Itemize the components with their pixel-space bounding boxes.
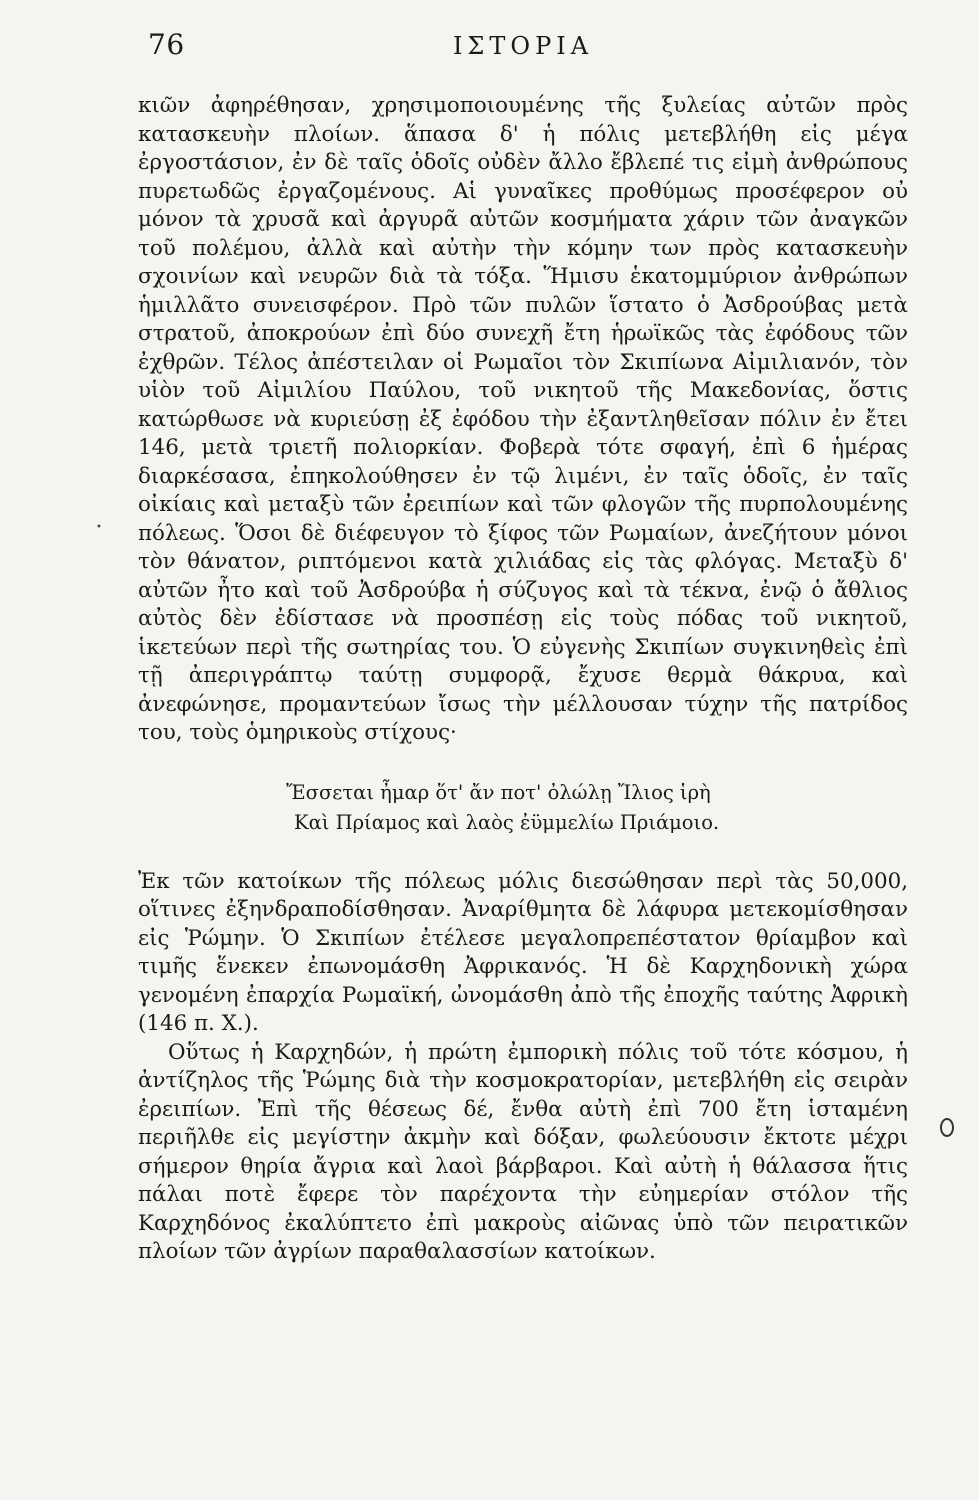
- paragraph-ruins: Οὕτως ἡ Καρχηδών, ἡ πρώτη ἐμπορικὴ πόλις τοῦ τότε κόσμου, ἡ ἀντίζηλος τῆς Ῥώμης διὰ τὴν κοσμοκρατορίαν, μετεβλήθη εἰς σειρὰν ἐρειπίων. Ἐπὶ τῆς θέσεως δέ, ἔνθα αὐτὴ ἐπὶ 700 ἔτη ἱσταμένη περιῆλθε εἰς μεγίστην ἀκμὴν καὶ δόξαν, φωλεύουσιν ἔκτοτε μέχρι σήμερον θηρία ἄγρια καὶ λαοὶ βάρβαροι. Καὶ αὐτὴ ἡ θάλασσα ἥτις πάλαι ποτὲ ἔφερε τὸν παρέχοντα τὴν εὐημερίαν στόλον τῆς Καρχηδόνος ἐκαλύπτετο ἐπὶ μακροὺς αἰῶνας ὑπὸ τῶν πειρατικῶν πλοίων τῶν ἀγρίων παραθαλασσίων κατοίκων.: [138, 1039, 908, 1264]
- margin-ring-mark: [940, 1118, 954, 1137]
- running-title: ΙΣΤΟΡΙΑ: [452, 32, 594, 60]
- paragraph-aftermath: Ἐκ τῶν κατοίκων τῆς πόλεως μόλις διεσώθησαν περὶ τὰς 50,000, οἵτινες ἐξηνδραποδίσθησαν. Ἀναρίθμητα δὲ λάφυρα μετεκομίσθησαν εἰς Ῥώμην. Ὁ Σκιπίων ἐτέλεσε μεγαλοπρεπέστατον θρίαμβον καὶ τιμῆς ἕνεκεν ἐπωνομάσθη Ἀφρικανός. Ἡ δὲ Καρχηδονικὴ χώρα γενομένη ἐπαρχία Ρωμαϊκή, ὠνομάσθη ἀπὸ τῆς ἐποχῆς ταύτης Ἀφρικὴ (146 π. Χ.).: [138, 868, 908, 1036]
- paragraph-siege: κιῶν ἀφηρέθησαν, χρησιμοποιουμένης τῆς ξυλείας αὐτῶν πρὸς κατασκευὴν πλοίων. ἅπασα δ' ἡ πόλις μετεβλήθη εἰς μέγα ἐργοστάσιον, ἐν δὲ ταῖς ὁδοῖς οὐδὲν ἄλλο ἔβλεπέ τις εἰμὴ ἀνθρώπους πυρετωδῶς ἐργαζομένους. Αἱ γυναῖκες προθύμως προσέφερον οὐ μόνον τὰ χρυσᾶ καὶ ἀργυρᾶ αὐτῶν κοσμήματα χάριν τῶν ἀναγκῶν τοῦ πολέμου, ἀλλὰ καὶ αὐτὴν τὴν κόμην των πρὸς κατασκευὴν σχοινίων καὶ νευρῶν διὰ τὰ τόξα. Ἥμισυ ἑκατομμύριον ἀνθρώπων ἡμιλλᾶτο συνεισφέρον. Πρὸ τῶν πυλῶν ἵστατο ὁ Ἀσδρούβας μετὰ στρατοῦ, ἀποκρούων ἐπὶ δύο συνεχῆ ἔτη ἡρωϊκῶς τὰς ἐφόδους τῶν ἐχθρῶν. Τέλος ἀπέστειλαν οἱ Ρωμαῖοι τὸν Σκιπίωνα Αἰμιλιανόν, τὸν υἱὸν τοῦ Αἰμιλίου Παύλου, τοῦ νικητοῦ τῆς Μακεδονίας, ὅστις κατώρθωσε νὰ κυριεύσῃ ἐξ ἐφόδου τὴν ἐξαντληθεῖσαν πόλιν ἐν ἔτει 146, μετὰ τριετῆ πολιορκίαν. Φοβερὰ τότε σφαγή, ἐπὶ 6 ἡμέρας διαρκέσασα, ἐπηκολούθησεν ἐν τῷ λιμένι, ἐν ταῖς ὁδοῖς, ἐν ταῖς οἰκίαις καὶ μεταξὺ τῶν ἐρειπίων καὶ τῶν φλογῶν τῆς πυρπολουμένης πόλεως. Ὅσοι δὲ διέφευγον τὸ ξίφος τῶν Ρωμαίων, ἀνεζήτουν μόνοι τὸν θάνατον, ριπτόμενοι κατὰ χιλιάδας εἰς τὰς φλόγας. Μεταξὺ δ' αὐτῶν ἦτο καὶ τοῦ Ἀσδρούβα ἡ σύζυγος καὶ τὰ τέκνα, ἐνῷ ὁ ἄθλιος αὐτὸς δὲν ἐδίστασε νὰ προσπέσῃ εἰς τοὺς πόδας τοῦ νικητοῦ, ἱκετεύων περὶ τῆς σωτηρίας του. Ὁ εὐγενὴς Σκιπίων συγκινηθεὶς ἐπὶ τῇ ἀπεριγράπτῳ ταύτῃ συμφορᾷ, ἔχυσε θερμὰ θάκρυα, καὶ ἀνεφώνησε, προμαντεύων ἴσως τὴν μέλλουσαν τύχην τῆς πατρίδος του, τοὺς ὁμηρικοὺς στίχους·: [138, 93, 908, 745]
- verse-line-2: Καὶ Πρίαμος καὶ λαὸς ἐϋμμελίω Πριάμοιο.: [294, 810, 720, 834]
- margin-speck: •: [96, 522, 102, 533]
- verse-line-1: Ἔσσεται ἦμαρ ὅτ' ἄν ποτ' ὀλώλῃ Ἴλιος ἱρὴ: [286, 780, 711, 804]
- page-header: [138, 28, 908, 68]
- body-text: [138, 92, 908, 1267]
- page-number: 76: [148, 28, 185, 61]
- homeric-verse: [286, 778, 908, 838]
